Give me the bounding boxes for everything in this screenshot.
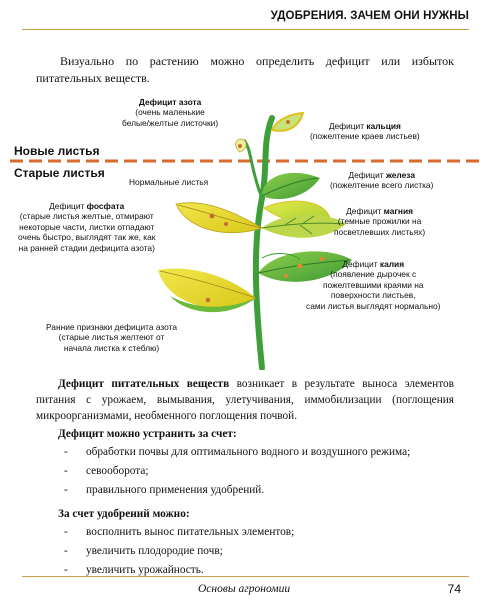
label-calcium-bold: кальция [366,121,401,131]
list-item: - правильного применения удобрений. [64,482,454,498]
label-magnesium-desc: (темные прожилки на посветлевших листьях) [334,216,426,237]
label-iron-desc: (пожелтение всего листка) [330,180,434,191]
intro-paragraph: Визуально по растению можно определить дефицит или избыток питательных веществ. [36,54,454,85]
list-item: - обработки почвы для оптимального водного и воздушного режима; [64,444,454,460]
fix-heading: Дефицит можно устранить за счет: [58,428,237,440]
deficit-paragraph [36,376,454,424]
page-number: 74 [447,582,461,596]
header-rule [22,29,469,30]
label-phosphate-prefix: Дефицит [49,201,87,211]
label-normal: Нормальные листья [129,177,209,187]
zone-new-leaves: Новые листья [14,144,100,158]
label-potassium [306,259,440,311]
label-phosphate-bold: фосфата [86,201,125,211]
list-item: - севооборота; [64,463,454,479]
body-text [36,376,454,581]
label-magnesium-bold: магния [383,206,413,216]
deficit-lead-rest: возникает в результате выноса элементов питания с урожаем, вымывания, улетучивания, иммобилизации (поглощения микроорганизмами, необменного поглощения почвой. [36,378,454,422]
zone-old-leaves: Старые листья [14,166,105,180]
label-nitrogen-title: Дефицит азота [138,97,202,107]
label-phosphate [18,201,155,253]
leaf-normal [262,173,320,199]
label-iron-prefix: Дефицит [348,170,386,180]
plant-stem [256,118,272,368]
footer-title: Основы агрономии [198,583,291,595]
label-potassium-desc: (появление дырочек с пожелтевшими краями на поверхности листьев, сами листья выглядят нормально) [306,269,441,311]
label-nitrogen-desc: (очень маленькие белые/желтые листочки) [122,107,219,128]
label-magnesium-prefix: Дефицит [346,206,384,216]
label-nitrogen [122,97,218,128]
deficit-lead-bold: Дефицит питательных веществ [58,378,230,390]
label-calcium-desc: (пожелтение краев листьев) [310,131,420,142]
list-item: - увеличить плодородие почв; [64,543,454,559]
label-iron-bold: железа [385,170,415,180]
label-early-title: Ранние признаки дефицита азота [46,322,178,332]
label-iron [330,170,433,191]
list-item: - восполнить вынос питательных элементов; [64,524,454,540]
label-early-desc: (старые листья желтеют от начала листка к стеблю) [58,332,165,353]
page-header-title: УДОБРЕНИЯ. ЗАЧЕМ ОНИ НУЖНЫ [270,10,469,22]
label-early-nitrogen [46,322,177,353]
leaf-phosphate [176,203,262,233]
label-potassium-bold: калия [379,259,405,269]
label-phosphate-desc: (старые листья желтые, отмирают некоторые части, листки отпадают очень быстро, выглядят так же, как на ранней стадии дефицита азота) [18,211,156,253]
footer-rule [22,576,469,577]
label-potassium-prefix: Дефицит [342,259,380,269]
label-magnesium [334,206,425,237]
fix-list [36,444,454,498]
label-calcium-prefix: Дефицит [328,121,367,131]
label-calcium [310,121,420,142]
fert-heading: За счет удобрений можно: [58,508,190,520]
fert-list [36,524,454,578]
list-item: - увеличить урожайность. [64,562,454,578]
